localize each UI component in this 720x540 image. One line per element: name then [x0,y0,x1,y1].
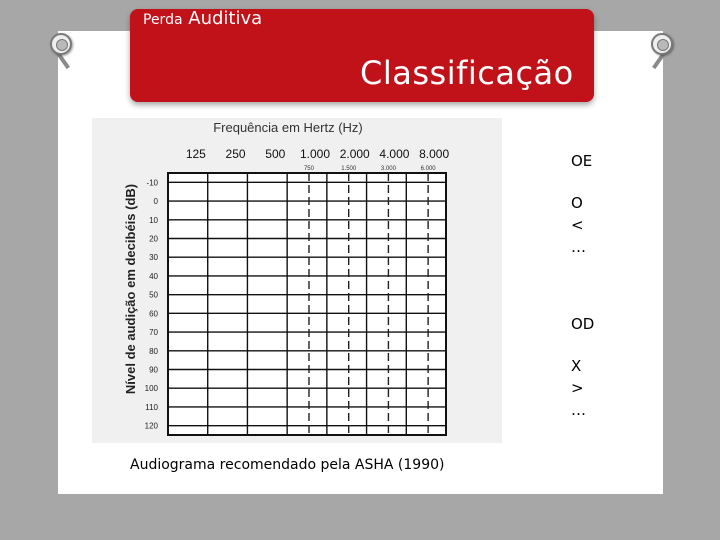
legend-oe-label: OE [571,152,593,170]
legend-od-symbol-x: X [571,357,582,375]
db-tick-label: 110 [145,402,158,412]
freq-inter-label: 1.500 [341,166,357,172]
freq-tick-label: 125 [185,147,206,161]
audiogram-image [92,118,502,443]
db-tick-label: 20 [149,234,158,244]
db-tick-label: 90 [149,365,158,375]
db-tick-label: -10 [146,178,158,188]
freq-inter-label: 6.000 [420,166,436,172]
db-tick-label: 0 [153,197,158,207]
audiogram-ylabel: Nível de audição em decibéis (dB) [123,183,138,395]
pre-title [143,8,262,29]
legend-oe [571,150,592,258]
db-tick-label: 70 [149,328,158,338]
pre-title-small: Perda [143,12,183,28]
audiogram-grid [92,118,502,443]
legend-od-symbol-gt: > [571,379,584,397]
freq-tick-label: 250 [225,147,246,161]
db-tick-label: 60 [149,309,158,319]
audiogram-caption: Audiograma recomendado pela ASHA (1990) [130,457,445,473]
db-tick-label: 50 [149,290,158,300]
db-tick-label: 40 [149,271,158,281]
legend-od [571,313,594,421]
pin-right-icon [651,33,673,55]
legend-oe-symbol-o: O [571,194,583,212]
freq-tick-label: 500 [265,147,286,161]
freq-tick-label: 8.000 [419,147,450,161]
freq-inter-label: 3.000 [380,166,396,172]
grid-frame [168,173,446,435]
db-tick-label: 120 [144,421,158,431]
freq-tick-label: 1.000 [299,147,331,161]
pin-left-icon [50,33,72,55]
freq-tick-label: 2.000 [339,147,370,161]
db-tick-label: 100 [144,384,158,394]
slide-title: Classificação [360,54,574,92]
freq-tick-label: 4.000 [379,147,410,161]
db-tick-label: 80 [149,346,158,356]
pre-title-large: Auditiva [188,8,263,29]
legend-od-symbol-ellipsis: … [571,401,586,419]
freq-inter-label: 750 [303,166,314,172]
db-tick-label: 10 [149,215,158,225]
legend-oe-symbol-lt: < [571,216,584,234]
legend-oe-symbol-ellipsis: … [571,238,586,256]
legend-od-label: OD [571,315,595,333]
audiogram-title: Frequência em Hertz (Hz) [213,120,363,135]
db-tick-label: 30 [149,253,158,263]
